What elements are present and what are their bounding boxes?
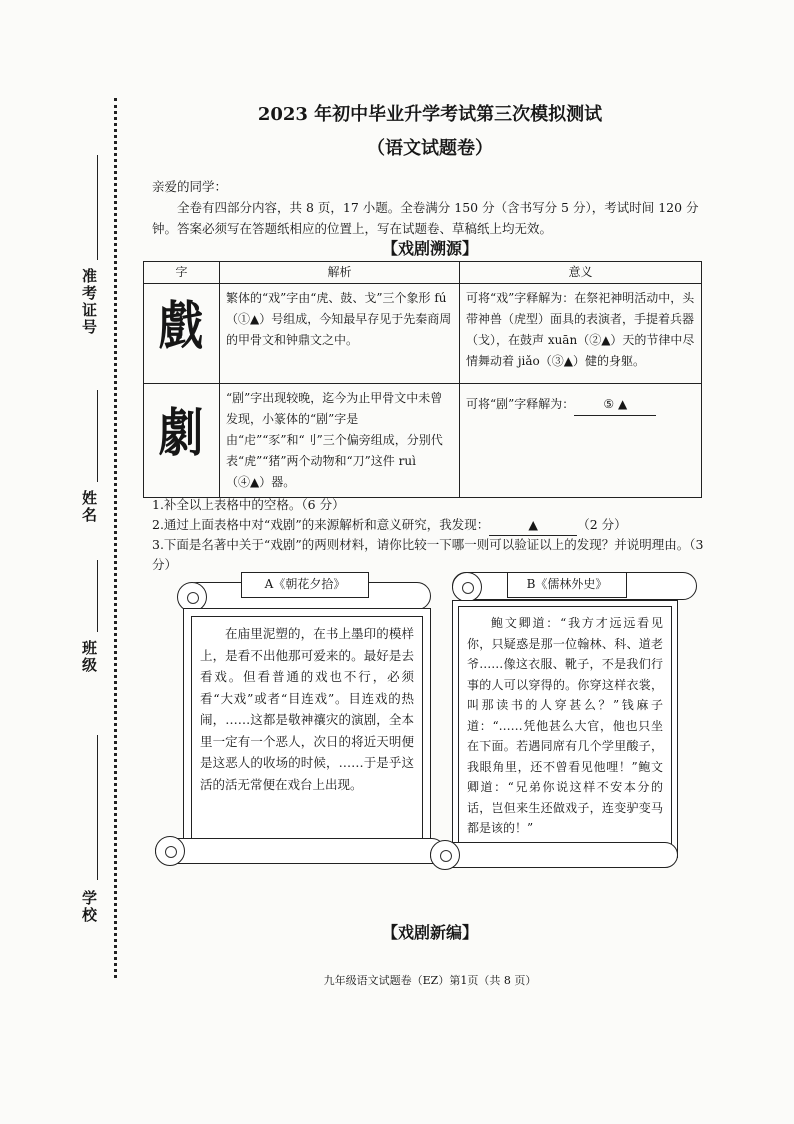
scroll-curl-icon (430, 840, 460, 870)
intro-block (152, 176, 712, 239)
meaning-cell (460, 384, 702, 498)
material-b-title: B《儒林外史》 (507, 572, 627, 598)
ancient-glyph-ju: 劇 (159, 403, 204, 464)
material-a-scroll (155, 572, 445, 882)
meaning-text: 可将“剧”字释解为： (466, 397, 575, 411)
table-header-row (144, 262, 702, 284)
school-line (97, 735, 98, 880)
question-2-text: 2.通过上面表格中对“戏剧”的来源解析和意义研究，我发现： (152, 517, 490, 532)
table-header-char: 字 (144, 262, 220, 284)
table-row (144, 384, 702, 498)
material-b-text: 鲍文卿道：“我方才远远看见你，只疑惑是那一位翰林、科、道老爷……像这衣服、靴子，不是我们行事的人可以穿得的。你穿这样衣裳，叫那读书的人穿甚么？”钱麻子道：“……凭他甚么大官，他也只坐在下面。若遇同席有几个学里酸子，我眼角里，还不曾看见他哩！”鲍文卿道：“兄弟你说这样不安本分的话，岂但来生还做戏子，连变驴变马都是该的！” (467, 616, 663, 835)
material-b-scroll (452, 572, 697, 882)
page-footer: 九年级语文试题卷（EZ）第1页（共 8 页） (323, 974, 537, 987)
answer-blank-q2: ▲ (489, 515, 577, 536)
class-line (97, 560, 98, 632)
exam-title: 2023 年初中毕业升学考试第三次模拟测试 (257, 104, 603, 125)
exam-id-line (97, 155, 98, 260)
instructions: 全卷有四部分内容，共 8 页，17 小题。全卷满分 150 分（含书写分 5 分），考试时间 120 分钟。答案必须写在答题纸相应的位置上，写在试题卷、草稿纸上均无效。 (152, 200, 699, 236)
material-a-text: 在庙里泥塑的，在书上墨印的模样上，是看不出他那可爱来的。最好是去看戏。但看普通的戏也不行，必须看“大戏”或者“目连戏”。目连戏的热闹，……这都是敬神禳灾的演剧，全本里一定有一个恶人，次日的将近天明便是这恶人的收场的时候，……于是乎这活的活无常便在戏台上出现。 (200, 626, 414, 792)
question-2-score: （2 分） (577, 517, 627, 532)
ancient-glyph-xi: 戲 (159, 296, 204, 357)
glyph-cell (144, 384, 220, 498)
material-a-title: A《朝花夕拾》 (241, 572, 369, 598)
exam-subtitle: （语文试题卷） (367, 138, 493, 159)
analysis-cell: 繁体的“戏”字由“虎、鼓、戈”三个象形 fú（①▲）号组成，今知最早存见于先秦商周的甲骨文和钟鼎文之中。 (220, 284, 460, 384)
question-3: 3.下面是名著中关于“戏剧”的两则材料，请你比较一下哪一则可以验证以上的发现？并说明理由。（3 分） (152, 537, 704, 572)
analysis-cell: “剧”字出现较晚，迄今为止甲骨文中未曾发现，小篆体的“剧”字是由“虍”“豕”和“刂”三个偏旁组成，分别代表“虎”“猪”两个动物和“刀”这件 ruì（④▲）器。 (220, 384, 460, 498)
section-heading-origin: 【戏剧溯源】 (381, 239, 478, 258)
scroll-curl-icon (452, 572, 482, 602)
table-header-analysis: 解析 (220, 262, 460, 284)
school-label: 学校 (80, 890, 98, 924)
meaning-cell: 可将“戏”字释解为：在祭祀神明活动中，头带神兽（虎型）面具的表演者，手提着兵器（戈），在鼓声 xuān（②▲）天的节律中尽情舞动着 jiǎo（③▲）健的身躯。 (460, 284, 702, 384)
table-header-meaning: 意义 (460, 262, 702, 284)
name-label: 姓名 (80, 490, 98, 524)
origin-table (143, 261, 702, 498)
question-2 (152, 515, 712, 536)
material-a-text-box (191, 616, 423, 846)
glyph-cell (144, 284, 220, 384)
scroll-bottom-roll (430, 842, 678, 868)
exam-id-label: 准考证号 (80, 268, 98, 336)
binding-dotted-line (114, 98, 117, 978)
name-line (97, 390, 98, 482)
greeting: 亲爱的同学： (152, 179, 228, 194)
section-heading-new: 【戏剧新编】 (381, 923, 478, 942)
class-label: 班级 (80, 640, 98, 674)
scroll-curl-icon (155, 836, 185, 866)
question-1: 1.补全以上表格中的空格。（6 分） (152, 497, 345, 512)
answer-blank-5: ⑤ ▲ (574, 394, 656, 416)
scroll-bottom-roll (155, 838, 445, 864)
table-row (144, 284, 702, 384)
material-b-text-box (458, 606, 672, 852)
